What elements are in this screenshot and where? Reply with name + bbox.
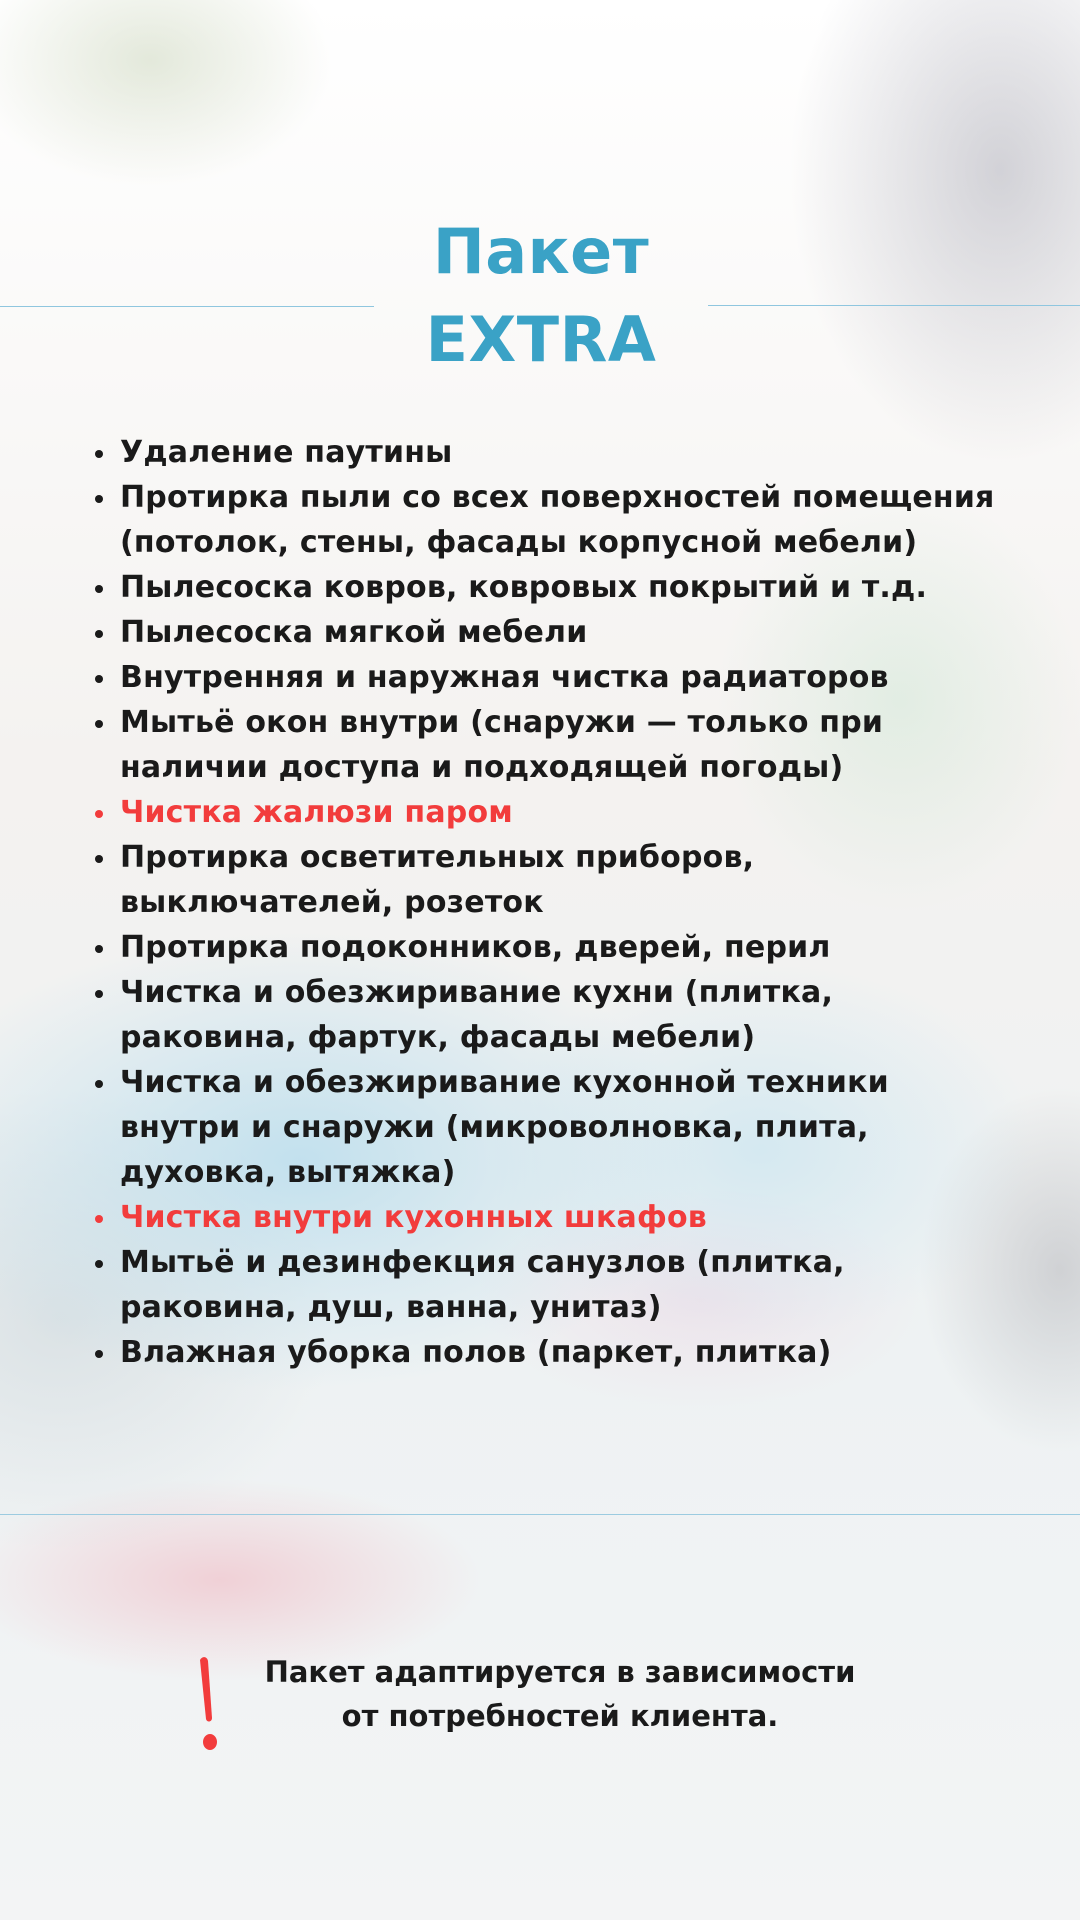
header-divider-left xyxy=(0,306,374,307)
note-text xyxy=(230,1650,890,1738)
list-item-line: раковина, фартук, фасады мебели) xyxy=(120,1020,756,1055)
list-item-line: раковина, душ, ванна, унитаз) xyxy=(120,1290,662,1325)
list-item xyxy=(120,1060,1020,1195)
list-item-line: духовка, вытяжка) xyxy=(120,1155,456,1190)
list-item-line: Пылесоска мягкой мебели xyxy=(120,615,588,650)
list-item xyxy=(120,430,1020,475)
list-item xyxy=(120,655,1020,700)
list-item-line: Чистка и обезжиривание кухни (плитка, xyxy=(120,975,834,1010)
list-item-line: наличии доступа и подходящей погоды) xyxy=(120,750,844,785)
list-item-line: Влажная уборка полов (паркет, плитка) xyxy=(120,1335,832,1370)
list-item-line: Удаление паутины xyxy=(120,435,453,470)
list-item-line: Мытьё окон внутри (снаружи — только при xyxy=(120,705,884,740)
list-item-line: Протирка осветительных приборов, xyxy=(120,840,755,875)
list-item-line: Мытьё и дезинфекция санузлов (плитка, xyxy=(120,1245,845,1280)
list-item-line: Внутренняя и наружная чистка радиаторов xyxy=(120,660,889,695)
package-title xyxy=(374,208,708,384)
list-item xyxy=(120,925,1020,970)
footer-divider xyxy=(0,1514,1080,1515)
list-item xyxy=(120,835,1020,925)
list-item xyxy=(120,970,1020,1060)
list-item-line: Чистка жалюзи паром xyxy=(120,795,513,830)
note-line1: Пакет адаптируется в зависимости xyxy=(264,1655,856,1689)
header-divider-right xyxy=(708,305,1080,306)
list-item-line: внутри и снаружи (микроволновка, плита, xyxy=(120,1110,869,1145)
list-item-line: выключателей, розеток xyxy=(120,885,544,920)
list-item xyxy=(120,1330,1020,1375)
note-line2: от потребностей клиента. xyxy=(341,1699,779,1733)
list-item-line: Протирка подоконников, дверей, перил xyxy=(120,930,831,965)
list-item-line: (потолок, стены, фасады корпусной мебели) xyxy=(120,525,918,560)
client-note xyxy=(190,1640,890,1760)
package-title-line2: EXTRA xyxy=(425,303,657,376)
list-item-line: Протирка пыли со всех поверхностей помещения xyxy=(120,480,995,515)
services-list xyxy=(120,430,1020,1375)
list-item xyxy=(120,610,1020,655)
list-item xyxy=(120,1195,1020,1240)
exclamation-icon xyxy=(190,1648,230,1758)
list-item xyxy=(120,565,1020,610)
list-item xyxy=(120,1240,1020,1330)
list-item xyxy=(120,790,1020,835)
list-item-line: Чистка внутри кухонных шкафов xyxy=(120,1200,707,1235)
list-item-line: Пылесоска ковров, ковровых покрытий и т.д. xyxy=(120,570,928,605)
list-item-line: Чистка и обезжиривание кухонной техники xyxy=(120,1065,889,1100)
list-item xyxy=(120,700,1020,790)
list-item xyxy=(120,475,1020,565)
package-title-line1: Пакет xyxy=(432,215,650,288)
